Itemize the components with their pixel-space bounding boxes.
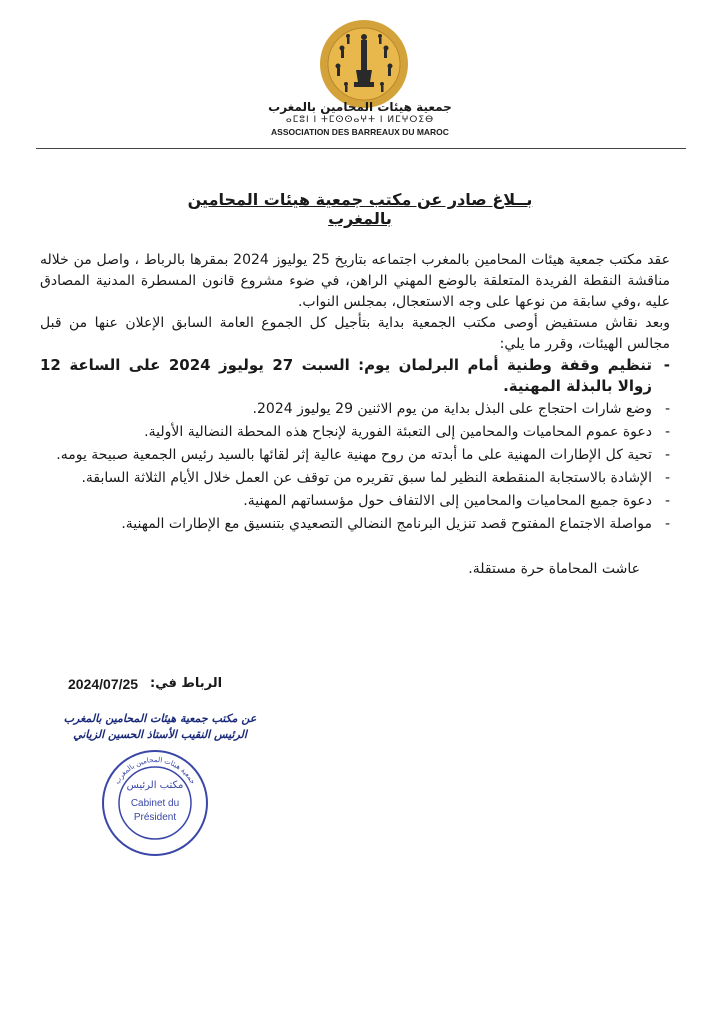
stamp-president-label: Président (133, 812, 177, 823)
stamp-arabic-label: مكتب الرئيس (126, 780, 184, 791)
stamp-outer-ring-text: جمعية هيئات المحامين بالمغرب (113, 756, 197, 786)
association-name-arabic: جمعية هيئات المحامين بالمغرب (268, 100, 452, 114)
decision-item: - وضع شارات احتجاج على البذل بداية من يوم الاثنين 29 يوليوز 2024. (40, 399, 670, 420)
decision-intro-paragraph: وبعد نقاش مستفيض أوصى مكتب الجمعية بداية بتأجيل كل الجموع العامة السابق الإعلان عنها من قبل مجالس الهيئات، وقرر ما يلي: (40, 315, 670, 352)
decision-item: - تنظيم وقفة وطنية أمام البرلمان يوم: السبت 27 يوليوز 2024 على الساعة 12 زوالا بالبذلة المهنية. (40, 355, 670, 397)
signature-date: 2024/07/25 (68, 676, 139, 692)
intro-paragraph: عقد مكتب جمعية هيئات المحامين بالمغرب اجتماعه بتاريخ 25 يوليوز 2024 بمقرها بالرباط ، واصل من خلاله مناقشة النقطة الفريدة المتعلقة بالوضع المهني الراهن، في ضوء مشروع قانون المسطرة المدنية المصادق عليه ،وفي سابقة من نوعها على وجه الاستعجال، بمجلس النواب. (40, 252, 670, 310)
closing-slogan: عاشت المحاماة حرة مستقلة. (468, 561, 640, 577)
signature-place-label: الرباط في: (150, 676, 223, 691)
association-name-french: ASSOCIATION DES BARREAUX DU MAROC (271, 127, 449, 137)
header-divider (36, 148, 686, 149)
official-stamp (100, 748, 210, 858)
association-logo (318, 18, 410, 110)
decision-item: - تحية كل الإطارات المهنية على ما أبدته من روح مهنية عالية إثر لقائها بالسيد رئيس الجمعية صبيحة يومه. (40, 445, 670, 466)
decision-item: - دعوة عموم المحاميات والمحامين إلى التعبئة الفورية لإنجاح هذه المحطة النضالية الأولية. (40, 422, 670, 443)
document-title: بــلاغ صادر عن مكتب جمعية هيئات المحامين بالمغرب (187, 190, 533, 228)
signature-office-line: عن مكتب جمعية هيئات المحامين بالمغرب (63, 712, 257, 725)
document-body (40, 250, 670, 580)
association-name-tifinagh: ⴰⵎⵓⵏ ⵏ ⵜⵎⵙⵙⴰⵖⵜ ⵏ ⵍⵎⵖⵔⵉⴱ (285, 115, 435, 125)
decisions-list (40, 355, 670, 535)
decision-item: - مواصلة الاجتماع المفتوح قصد تنزيل البرنامج النضالي التصعيدي بتنسيق مع الإطارات المهنية. (40, 514, 670, 535)
decision-item: - دعوة جميع المحاميات والمحامين إلى الالتفاف حول مؤسساتهم المهنية. (40, 491, 670, 512)
signature-president-line: الرئيس النقيب الأستاذ الحسين الزياني (73, 728, 247, 741)
decision-item: - الإشادة بالاستجابة المنقطعة النظير لما سبق تقريره من توقف عن العمل خلال الأيام الثلاثة السابقة. (40, 468, 670, 489)
stamp-cabinet-label: Cabinet du (130, 798, 180, 809)
